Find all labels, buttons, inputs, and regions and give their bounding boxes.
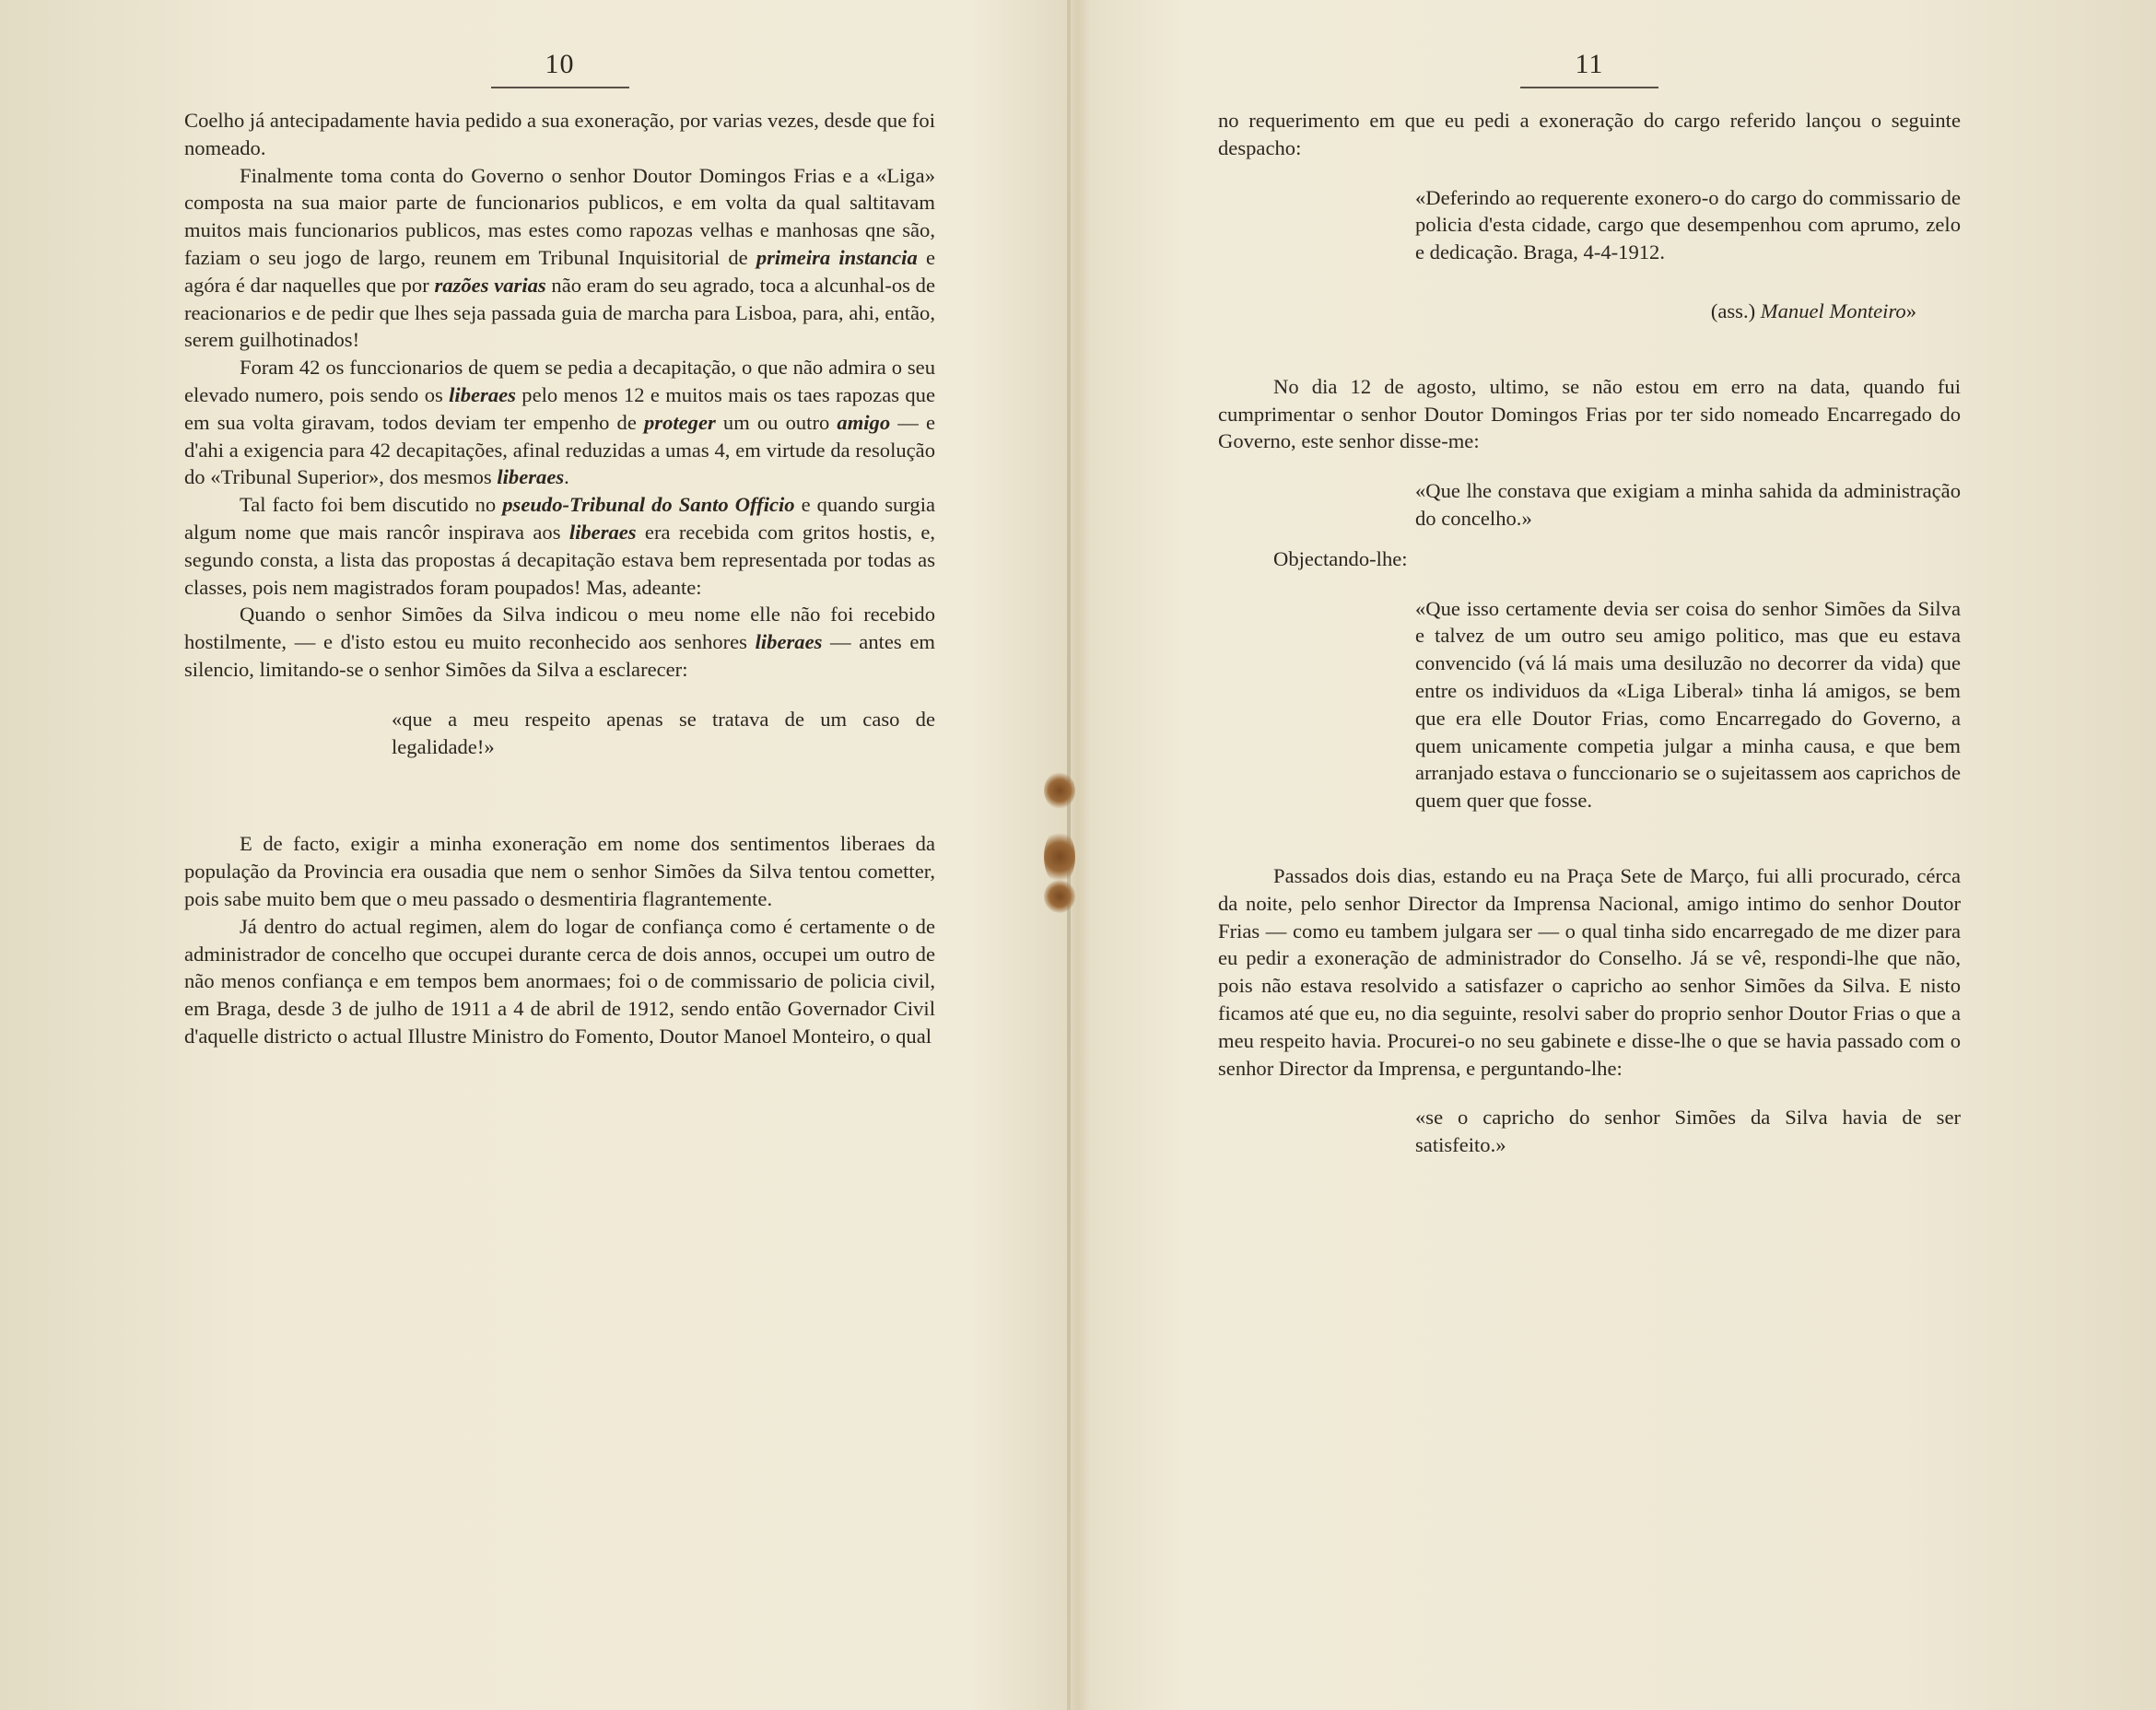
gutter-stain bbox=[1044, 829, 1075, 884]
spacer bbox=[1218, 814, 1961, 862]
paragraph bbox=[184, 162, 935, 355]
paragraph: E de facto, exigir a minha exoneração em nome dos sentimentos liberaes da população da Provincia era ousadia que nem o senhor Simões da Silva tentou cometter, pois sabe muito bem que o meu passado o desmentiria flagrantemente. bbox=[184, 832, 935, 910]
text-run: » bbox=[1905, 299, 1916, 322]
page-body bbox=[1218, 107, 1961, 1159]
spacer bbox=[184, 760, 935, 830]
text-run: e agóra é dar naquelles que por bbox=[184, 245, 935, 297]
text-run: . bbox=[564, 465, 569, 489]
text-run: pelo menos 12 e muitos mais os taes rapozas que em sua volta giravam, todos deviam ter empenho de bbox=[184, 382, 936, 434]
page-body bbox=[184, 107, 935, 1050]
italic-run: liberaes bbox=[755, 630, 823, 654]
spacer bbox=[1218, 573, 1961, 595]
spacer bbox=[184, 684, 935, 706]
paragraph: Já dentro do actual regimen, alem do logar de confiança como é certamente o de administrador de concelho que occupei durante cerca de dois annos, occupei um outro de não menos confiança e em tempos bem anormaes; foi o de commissario de policia civil, em Braga, desde 3 de julho de 1911 a 4 de abril de 1912, sendo então Governador Civil d'aquelle districto o actual Illustre Ministro do Fomento, Doutor Manoel Monteiro, o qual bbox=[184, 914, 935, 1048]
folio-rule bbox=[1520, 87, 1658, 88]
paragraph: no requerimento em que eu pedi a exoneração do cargo referido lançou o seguinte despacho: bbox=[1218, 109, 1961, 159]
gutter-stain bbox=[1044, 880, 1075, 913]
spacer bbox=[1218, 455, 1961, 477]
block-quote: «Que isso certamente devia ser coisa do senhor Simões da Silva e talvez de um outro seu amigo politico, mas que eu estava convencido (vá lá mais uma desiluzão no decorrer da vida) que entre os individuos da «Liga Liberal» tinha lá amigos, se bem que era elle Doutor Frias, como Encarregado do Governo, a quem unicamente competia julgar a minha causa, e que bem arranjado estava o funccionario se o sujeitassem aos caprichos de quem quer que fosse. bbox=[1415, 596, 1961, 813]
text-run: (ass.) bbox=[1710, 299, 1761, 322]
paragraph: No dia 12 de agosto, ultimo, se não estou em erro na data, quando fui cumprimentar o senhor Doutor Domingos Frias por ter sido nomeado Encarregado do Governo, este senhor disse-me: bbox=[1218, 374, 1961, 453]
italic-run: amigo bbox=[837, 410, 891, 434]
italic-run: proteger bbox=[643, 410, 716, 434]
spacer bbox=[1218, 1082, 1961, 1104]
spacer bbox=[1218, 162, 1961, 184]
paragraph: Objectando-lhe: bbox=[1273, 546, 1408, 570]
block-quote: «Que lhe constava que exigiam a minha sahida da administração do concelho.» bbox=[1415, 479, 1961, 530]
block-quote: «que a meu respeito apenas se tratava de um caso de legalidade!» bbox=[392, 707, 935, 758]
page-number: 10 bbox=[545, 49, 575, 79]
italic-run: liberaes bbox=[449, 382, 516, 406]
text-run: Quando o senhor Simões da Silva indicou o meu nome elle não foi recebido hostilmente, — e d'isto estou eu muito reconhecido aos senhores bbox=[184, 603, 935, 654]
right-page bbox=[1218, 0, 1961, 1159]
text-run: era recebida com gritos hostis, e, segundo consta, a lista das propostas á decapitação estava bem representada por todas as classes, pois nem magistrados foram poupados! Mas, adeante: bbox=[184, 520, 936, 599]
text-run: Foram 42 os funccionarios de quem se pedia a decapitação, o que não admira o seu elevado numero, pois sendo os bbox=[184, 356, 935, 406]
gutter-stain bbox=[1044, 772, 1075, 809]
text-run: — e d'ahi a exigencia para 42 decapitações, afinal reduzidas a umas 4, em virtude da resolução do «Tribunal Superior», dos mesmos bbox=[184, 410, 935, 489]
left-page bbox=[184, 0, 935, 1050]
italic-run: pseudo-Tribunal do Santo Officio bbox=[502, 493, 795, 517]
paragraph: Coelho já antecipadamente havia pedido a sua exoneração, por varias vezes, desde que foi nomeado. bbox=[184, 109, 935, 159]
spacer bbox=[1218, 533, 1961, 545]
text-run: um ou outro bbox=[715, 410, 838, 434]
signature-line bbox=[1218, 298, 1961, 325]
text-run: — antes em silencio, limitando-se o senhor Simões da Silva a esclarecer: bbox=[184, 630, 935, 681]
text-run: e quando surgia algum nome que mais rancôr inspirava aos bbox=[184, 493, 936, 544]
text-run: Tal facto foi bem discutido no bbox=[240, 493, 503, 517]
italic-run: liberaes bbox=[497, 465, 565, 489]
block-quote: «Deferindo ao requerente exonero-o do cargo do commissario de policia d'esta cidade, cargo que desempenhou com aprumo, zelo e dedicação. Braga, 4-4-1912. bbox=[1415, 185, 1961, 264]
italic-run: razões varias bbox=[434, 273, 546, 297]
paragraph bbox=[184, 491, 935, 601]
text-run: não eram do seu agrado, toca a alcunhal-os de reacionarios e de pedir que lhes seja passada guia de marcha para Lisboa, para, ahi, então, serem guilhotinados! bbox=[184, 273, 935, 352]
italic-run: primeira instancia bbox=[756, 245, 918, 269]
block-quote: «se o capricho do senhor Simões da Silva havia de ser satisfeito.» bbox=[1415, 1106, 1961, 1157]
paragraph: Passados dois dias, estando eu na Praça Sete de Março, fui alli procurado, cérca da noite, pelo senhor Director da Imprensa Nacional, amigo intimo do senhor Doutor Frias — como eu tambem julgara ser — o qual tinha sido encarregado de me dizer para eu pedir a exoneração de administrador do Conselho. Já se vê, respondi-lhe que não, pois não estava resolvido a satisfazer o capricho ao senhor Simões da Silva. E nisto ficamos até que eu, no dia seguinte, resolvi saber do proprio senhor Doutor Frias o que a meu respeito havia. Procurei-o no seu gabinete e disse-lhe o que se havia passado com o senhor Director da Imprensa, e perguntando-lhe: bbox=[1218, 863, 1961, 1080]
page-number: 11 bbox=[1575, 49, 1604, 79]
paragraph bbox=[184, 601, 935, 683]
spacer bbox=[1218, 325, 1961, 373]
paragraph bbox=[184, 354, 935, 491]
text-run: Finalmente toma conta do Governo o senhor Doutor Domingos Frias e a «Liga» composta na sua maior parte de funcionarios publicos, e em volta da qual saltitavam muitos mais funcionarios publicos, mas estes como rapozas velhas e manhosas qne são, faziam o seu jogo de largo, reunem em Tribunal Inquisitorial de bbox=[184, 163, 935, 269]
folio-rule bbox=[491, 87, 629, 88]
italic-run: liberaes bbox=[568, 520, 637, 544]
signature-name: Manuel Monteiro bbox=[1760, 299, 1906, 322]
